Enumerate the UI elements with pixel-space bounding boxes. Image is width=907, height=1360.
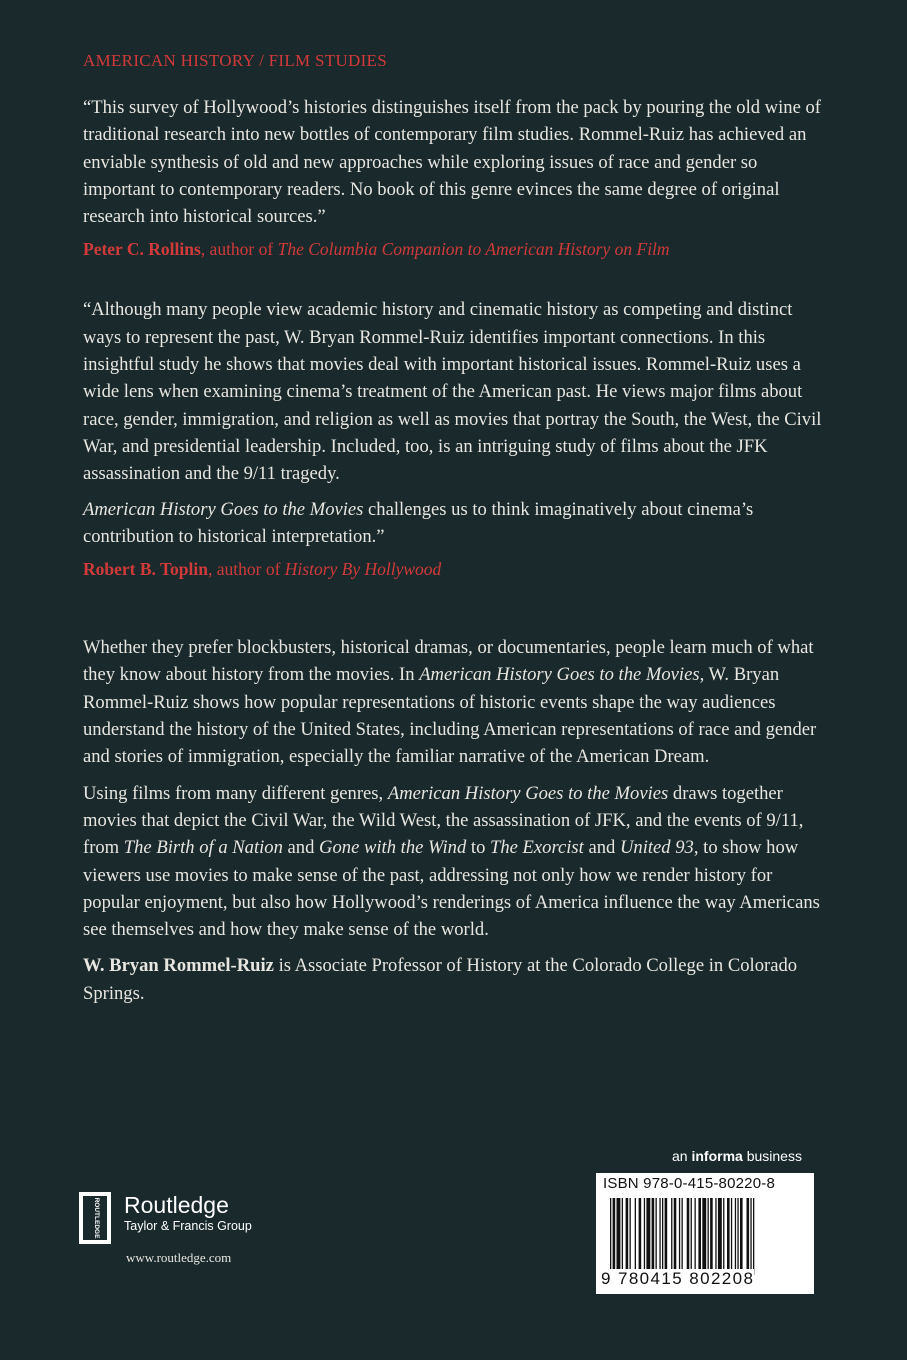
quote-attribution — [83, 236, 828, 262]
routledge-logo-icon — [79, 1192, 111, 1244]
author-work: History By Hollywood — [284, 559, 442, 580]
text-run: is Associate Professor of History at the Colorado College in Colorado Springs. — [83, 955, 798, 1004]
text-run: draws together movies that depict the Civil War, the Wild West, the assassination of JFK, and the events of 9/11, from — [83, 782, 804, 859]
book-title: American History Goes to the Movies — [387, 782, 669, 804]
film-title: United 93 — [620, 837, 694, 859]
publisher-brand — [124, 1192, 252, 1234]
informa-brand: informa — [691, 1148, 743, 1164]
publisher-group: Taylor & Francis Group — [124, 1219, 252, 1233]
film-title: Gone with the Wind — [319, 837, 467, 859]
logo-vertical-text: ROUTLEDGE — [93, 1197, 100, 1239]
description-paragraph-2 — [83, 780, 828, 944]
quote-author: Peter C. Rollins — [83, 239, 201, 260]
book-title: American History Goes to the Movies — [83, 498, 364, 520]
publisher-name: Routledge — [124, 1192, 229, 1218]
quote-text: “Although many people view academic history and cinematic history as competing and distinct ways to represent the past, W. Bryan Rommel-Ruiz identifies important connections. In this insightful study he shows that movies deal with important historical issues. Rommel-Ruiz uses a wide lens when examining cinema’s treatment of the American past. He views major films about race, gender, immigration, and religion as well as movies that portray the South, the West, the Civil War, and presidential leadership. Included, too, is an intriguing study of films about the JFK assassination and the 9/11 tragedy. — [83, 299, 822, 485]
review-quote-2 — [83, 296, 828, 582]
author-name: W. Bryan Rommel-Ruiz — [83, 955, 274, 977]
text-run: Whether they prefer blockbusters, historical dramas, or documentaries, people learn much of what they know about history from the movies. In — [83, 637, 814, 686]
text-run: and — [282, 837, 320, 859]
isbn-number: ISBN 978-0-415-80220-8 — [603, 1175, 776, 1192]
quote-text-rest: challenges us to think imaginatively about cinema’s contribution to historical interpretation.” — [83, 498, 754, 547]
review-quote-1 — [83, 94, 828, 262]
film-title: The Birth of a Nation — [123, 837, 283, 859]
film-title: The Exorcist — [490, 837, 584, 859]
quote-text-continued — [83, 496, 828, 551]
text-run: , W. Bryan Rommel-Ruiz shows how popular representations of historic events shape the way audiences understand the history of the United States, including American representations of race and gender and stories of immigration, especially the familiar narrative of the American Dream. — [83, 664, 817, 768]
barcode-bars — [610, 1198, 806, 1275]
quote-author: Robert B. Toplin — [83, 559, 208, 580]
description-paragraph-1 — [83, 634, 828, 770]
text-run: to — [466, 837, 491, 859]
back-cover-text — [83, 48, 828, 1007]
quote-text: “This survey of Hollywood’s histories distinguishes itself from the pack by pouring the old wine of traditional research into new bottles of contemporary film studies. Rommel-Ruiz has achieved an enviable synthesis of old and new approaches while exploring issues of race and gender so important to contemporary readers. No book of this genre evinces the same degree of original research into historical sources.” — [83, 97, 821, 228]
informa-suffix: business — [742, 1148, 802, 1164]
barcode-digits — [601, 1269, 811, 1289]
quote-attribution — [83, 556, 828, 582]
informa-prefix: an — [672, 1148, 692, 1164]
book-description — [83, 634, 828, 1007]
informa-business-label — [672, 1148, 802, 1164]
publisher-website: www.routledge.com — [126, 1250, 232, 1265]
author-of-label: , author of — [200, 239, 278, 260]
isbn-barcode — [596, 1173, 814, 1294]
text-run: Using films from many different genres, — [83, 782, 388, 804]
category-label: AMERICAN HISTORY / FILM STUDIES — [83, 51, 387, 70]
text-run: , to show how viewers use movies to make sense of the past, addressing not only how we render history for popular enjoyment, but also how Hollywood’s renderings of America influence the way Americans see themselves and how they make sense of the world. — [83, 837, 820, 941]
author-of-label: , author of — [207, 559, 285, 580]
book-title: American History Goes to the Movies — [419, 664, 700, 686]
author-bio — [83, 952, 828, 1007]
author-work: The Columbia Companion to American History on Film — [277, 239, 670, 260]
barcode-digits-text: 9 780415 802208 — [601, 1269, 755, 1288]
text-run: and — [583, 837, 620, 859]
